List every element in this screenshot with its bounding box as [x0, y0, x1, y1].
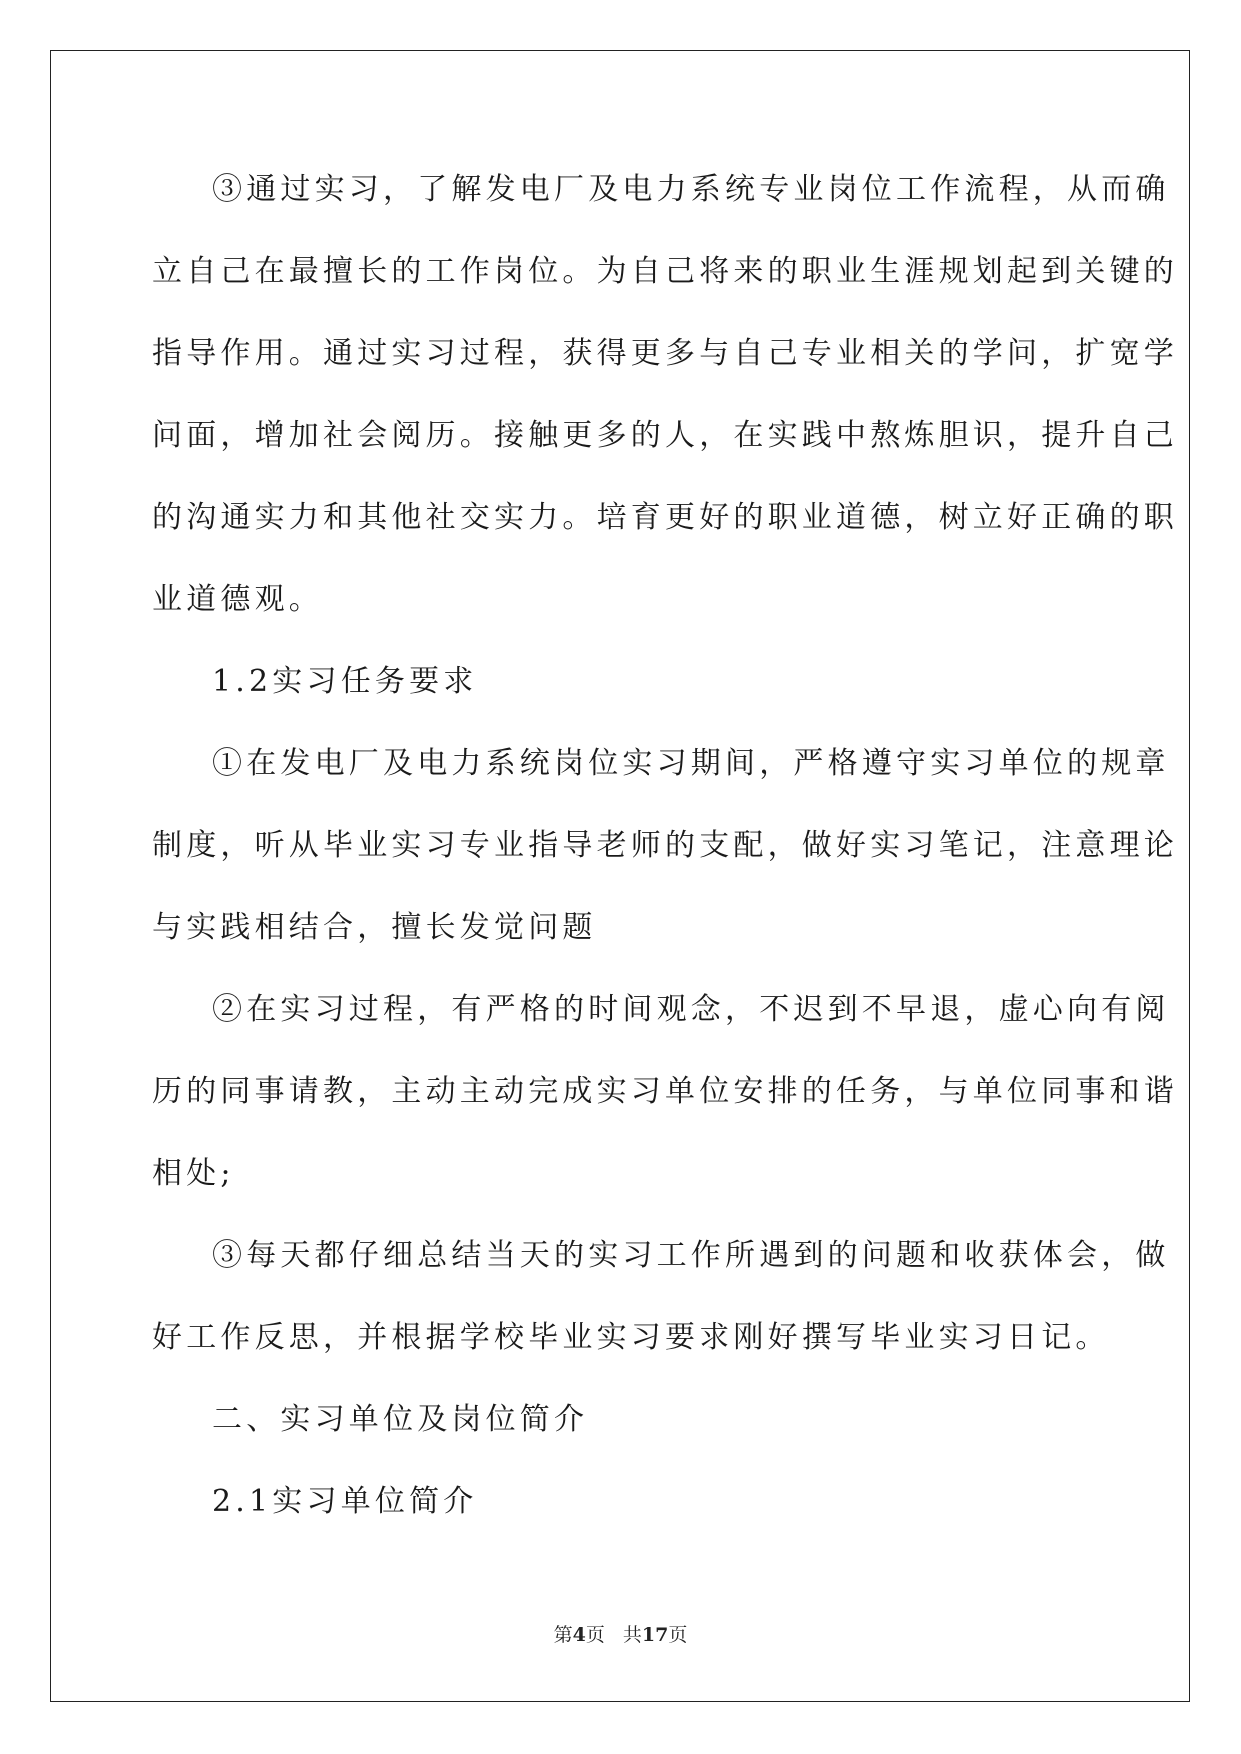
paragraph-line: 与实践相结合，擅长发觉问题 [152, 910, 597, 945]
page-total-prefix: 共 [622, 1624, 642, 1646]
paragraph-line: 相处; [152, 1156, 235, 1191]
paragraph-line: 问面，增加社会阅历。接触更多的人，在实践中熬炼胆识，提升自己 [152, 418, 1178, 453]
paragraph-line: ③每天都仔细总结当天的实习工作所遇到的问题和收获体会，做 [212, 1238, 1170, 1273]
paragraph-line: 业道德观。 [152, 582, 323, 617]
section-heading: 2.1实习单位简介 [212, 1484, 478, 1519]
page-number-unit: 页 [585, 1624, 605, 1646]
paragraph-line: 指导作用。通过实习过程，获得更多与自己专业相关的学问，扩宽学 [152, 336, 1178, 371]
paragraph-line: 好工作反思，并根据学校毕业实习要求刚好撰写毕业实习日记。 [152, 1320, 1110, 1355]
section-heading: 二、实习单位及岗位简介 [212, 1402, 589, 1437]
page-footer [0, 1620, 1241, 1647]
paragraph-line: ②在实习过程，有严格的时间观念，不迟到不早退，虚心向有阅 [212, 992, 1170, 1027]
paragraph-line: ①在发电厂及电力系统岗位实习期间，严格遵守实习单位的规章 [212, 746, 1170, 781]
paragraph-line: 的沟通实力和其他社交实力。培育更好的职业道德，树立好正确的职 [152, 500, 1178, 535]
page-number-prefix: 第 [553, 1624, 573, 1646]
paragraph-line: 历的同事请教，主动主动完成实习单位安排的任务，与单位同事和谐 [152, 1074, 1178, 1109]
page-total-unit: 页 [668, 1624, 688, 1646]
document-body [152, 162, 1178, 1556]
page-number-current: 4 [572, 1624, 586, 1646]
section-heading: 1.2实习任务要求 [212, 664, 478, 699]
paragraph-line: 制度，听从毕业实习专业指导老师的支配，做好实习笔记，注意理论 [152, 828, 1178, 863]
paragraph-line: 立自己在最擅长的工作岗位。为自己将来的职业生涯规划起到关键的 [152, 254, 1178, 289]
page-total: 17 [641, 1624, 669, 1646]
paragraph-line: ③通过实习，了解发电厂及电力系统专业岗位工作流程，从而确 [212, 172, 1170, 207]
